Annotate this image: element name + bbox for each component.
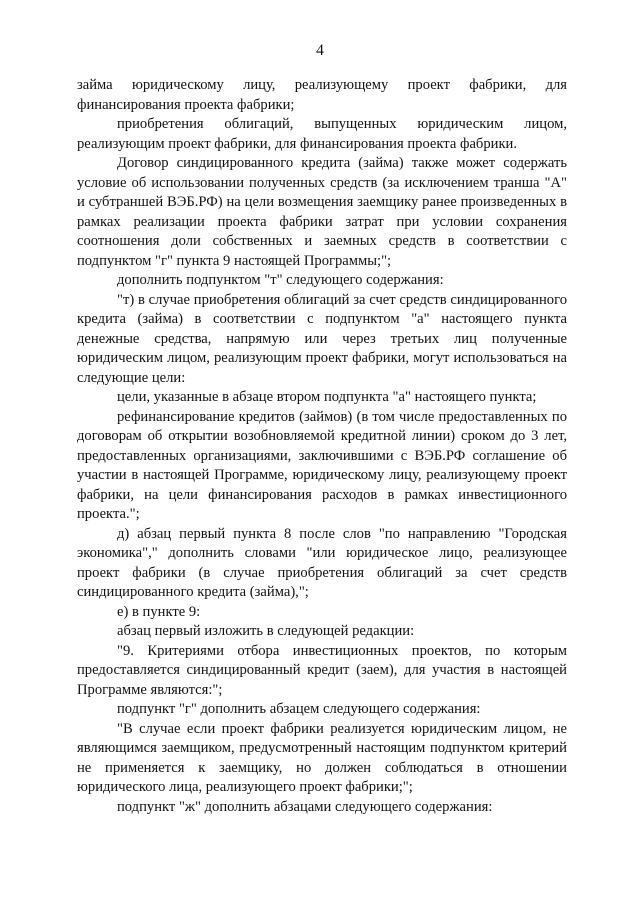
page-number: 4 [316, 42, 324, 59]
paragraph: е) в пункте 9: [117, 603, 201, 620]
paragraph: "9. Критериями отбора инвестиционных проектов, по которым предоставляется синдицированный кредит (заем), для участия в настоящей Программе являются:"; [77, 642, 567, 698]
paragraph: приобретения облигаций, выпущенных юридическим лицом, реализующим проект фабрики, для финансирования проекта фабрики. [77, 116, 567, 152]
paragraph: "В случае если проект фабрики реализуется юридическим лицом, не являющимся заемщиком, предусмотренный настоящим подпунктом критерий не применяется к заемщику, но должен соблюдаться в отношении юридического лица, реализующего проект фабрики;"; [77, 720, 567, 795]
paragraph: Договор синдицированного кредита (займа) также может содержать условие об использовании полученных средств (за исключением транша "А" и субтраншей ВЭБ.РФ) на цели возмещения заемщику ранее произведенных в рамках реализации проекта фабрики затрат при условии сохранения соотношения доли собственных и заемных средств в соответствии с подпунктом "г" пункта 9 настоящей Программы;"; [77, 155, 567, 269]
paragraph: подпункт "г" дополнить абзацем следующего содержания: [117, 701, 481, 717]
paragraph: абзац первый изложить в следующей редакции: [117, 623, 415, 639]
paragraph: рефинансирование кредитов (займов) (в том числе предоставленных по договорам об открытии возобновляемой кредитной линии) сроком до 3 лет, предоставленных организациями, заключившими с ВЭБ.РФ соглашение об участии в настоящей Программе, юридическому лицу, реализующему проект фабрики, на цели финансирования расходов в рамках инвестиционного проекта."; [77, 408, 567, 522]
paragraph: дополнить подпунктом "т" следующего содержания: [117, 272, 444, 288]
paragraph: д) абзац первый пункта 8 после слов "по направлению "Городская экономика"," дополнить словами "или юридическое лицо, реализующее проект фабрики (в случае приобретения облигаций за счет средств синдицированного кредита (займа),"; [77, 525, 567, 600]
paragraph: займа юридическому лицу, реализующему проект фабрики, для финансирования проекта фабрики; [77, 77, 567, 113]
paragraph: цели, указанные в абзаце втором подпункта "а" настоящего пункта; [117, 389, 537, 405]
paragraph: "т) в случае приобретения облигаций за счет средств синдицированного кредита (займа) в соответствии с подпунктом "а" настоящего пункта денежные средства, напрямую или через третьих лиц полученные юридическим лицом, реализующим проект фабрики, могут использоваться на следующие цели: [77, 291, 567, 386]
paragraph: подпункт "ж" дополнить абзацами следующего содержания: [117, 798, 493, 815]
document-body [77, 76, 567, 817]
